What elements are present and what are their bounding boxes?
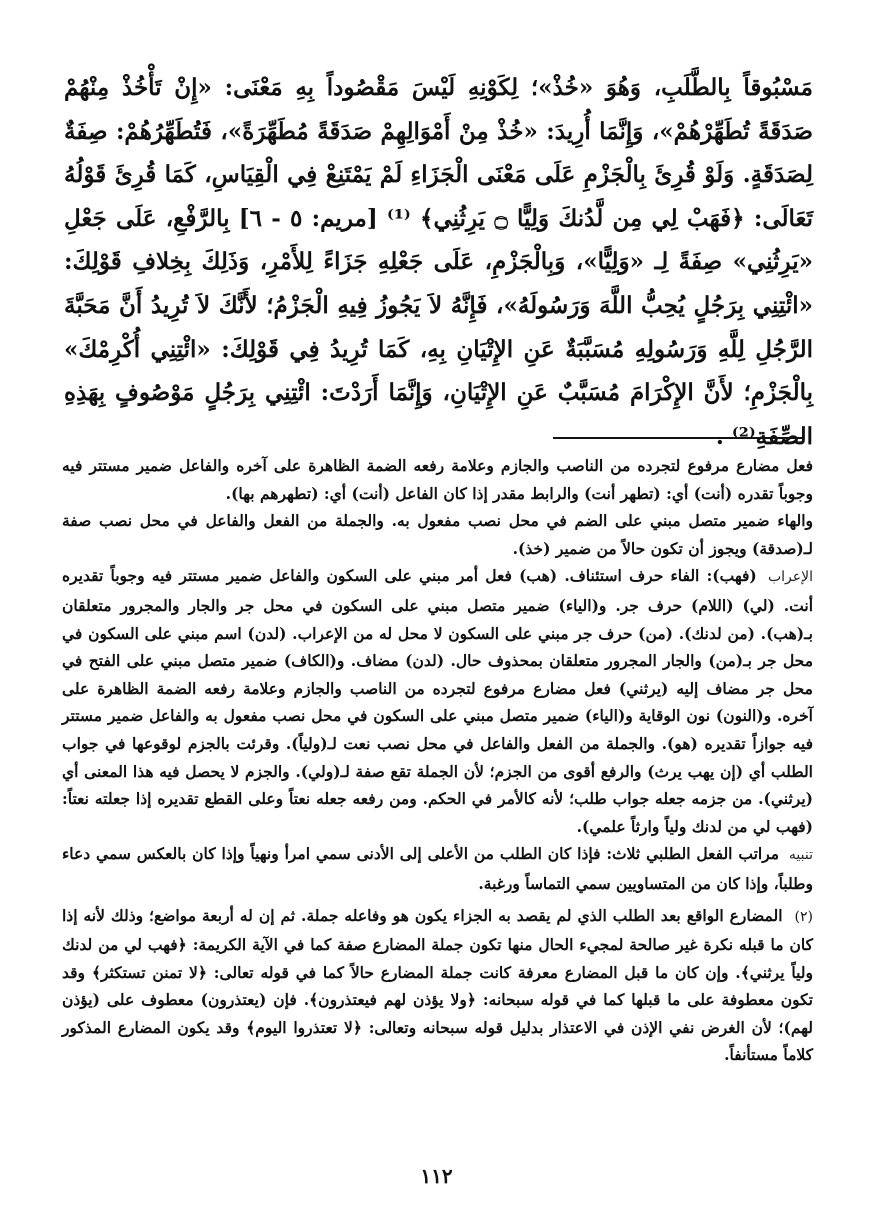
note-irab (62, 562, 813, 840)
note-tanbih (62, 840, 813, 897)
main-paragraph: مَسْبُوقاً بِالطَّلَبِ، وَهُوَ «خُذْ»؛ لِكَوْنِهِ لَيْسَ مَقْصُوداً بِهِ مَعْنَى: «إِنْ تَأْخُذْ مِنْهُمْ صَدَقَةً تُطَهِّرْهُمْ»، وَإِنَّمَا أُرِيدَ: «خُذْ مِنْ أَمْوَالِهِمْ صَدَقَةً مُطَهِّرَةً»، فَتُطَهِّرُهُمْ: صِفَةٌ لِصَدَقَةٍ. وَلَوْ قُرِئَ بِالْجَزْمِ عَلَى مَعْنَى الْجَزَاءِ لَمْ يَمْتَنِعْ فِي الْقِيَاسِ، كَمَا قُرِئَ قَوْلُهُ تَعَالَى: ﴿فَهَبْ لِي مِن لَّدُنكَ وَلِيًّا ۝ يَرِثُنِي﴾ ⁽¹⁾ [مريم: ٥ - ٦] بِالرَّفْعِ، عَلَى جَعْلِ «يَرِثُنِي» صِفَةً لِـ «وَلِيًّا»، وَبِالْجَزْمِ، عَلَى جَعْلِهِ جَزَاءً لِلأَمْرِ، وَذَلِكَ بِخِلافِ قَوْلِكَ: «ائْتِنِي بِرَجُلٍ يُحِبُّ اللَّهَ وَرَسُولَهُ»، فَإِنَّهُ لاَ يَجُوزُ فِيهِ الْجَزْمُ؛ لأَنَّكَ لاَ تُرِيدُ أَنَّ مَحَبَّةَ الرَّجُلِ لِلَّهِ وَرَسُولِهِ مُسَبَّبَةٌ عَنِ الإِتْيَانِ بِهِ، كَمَا تُرِيدُ فِي قَوْلِكَ: «ائْتِنِي أُكْرِمْكَ» بِالْجَزْمِ؛ لأَنَّ الإِكْرَامَ مُسَبَّبٌ عَنِ الإِتْيَانِ، وَإِنَّمَا أَرَدْتَ: ائْتِنِي بِرَجُلٍ مَوْصُوفٍ بِهَذِهِ الصِّفَةِ⁽²⁾ . (64, 74, 814, 450)
tanbih-label: تنبيه (788, 847, 813, 864)
irab-text: (فهب): الفاء حرف استئناف. (هب) فعل أمر مبني على السكون والفاعل ضمير مستتر فيه وجوباً تقديره أنت. (لي) (اللام) حرف جر. و(الياء) ضمير متصل مبني على السكون في محل جر والجار والمجرور متعلقان بـ(هب). (من لدنك). (من) حرف جر مبني على السكون لا محل له من الإعراب. (لدن) اسم مبني على السكون في محل جر بـ(من) والجار المجرور متعلقان بمحذوف حال. (لدن) مضاف. و(الكاف) ضمير متصل مبني على الفتح في محل جر مضاف إليه (يرثني) فعل مضارع مرفوع لتجرده من الناصب والجازم وعلامة رفعه الضمة الظاهرة على آخره. و(النون) نون الوقاية و(الياء) ضمير متصل مبني على السكون في محل نصب مفعول به والفاعل ضمير مستتر فيه جوازاً تقديره (هو). والجملة من الفعل والفاعل في محل نصب نعت لـ(ولياً). وقرئت بالجزم لوقوعها في جواب الطلب أي (إن يهب يرث) والرفع أقوى من الجزم؛ لأن الجملة تقع صفة لـ(ولي). والجزم لا يحصل فيه هذا المعنى أي (يرثني). من جزمه جعله جواب طلب؛ لأنه كالأمر في الحكم. ومن رفعه جعله نعتاً وعلى القطع تقديره إذا جعلته نعتاً: (فهب لي من لدنك ولياً وارثاً علمي). (62, 566, 813, 836)
footnote-2 (62, 902, 813, 1070)
page-number: ١١٢ (420, 1164, 453, 1188)
irab-label: الإعراب (767, 569, 813, 586)
main-text-block (64, 66, 813, 458)
tanbih-text: مراتب الفعل الطلبي ثلاث: فإذا كان الطلب من الأعلى إلى الأدنى سمي امرأ ونهياً وإذا كان بالعكس سمي دعاء وطلباً، وإذا كان من المتساويين سمي التماساً ورغبة. (62, 844, 813, 893)
footnote-2-text: المضارع الواقع بعد الطلب الذي لم يقصد به الجزاء يكون هو وفاعله جملة. ثم إن له أربعة مواضع؛ وذلك لأنه إذا كان ما قبله نكرة غير صالحة لمجيء الحال منها تكون جملة المضارع صفة كما في الآية الكريمة: ﴿فهب لي من لدنك ولياً يرثني﴾. وإن كان ما قبل المضارع معرفة كانت جملة المضارع حالاً كما في قوله تعالى: ﴿لا تمنن تستكثر﴾ وقد تكون معطوفة على ما قبلها كما في قوله سبحانه: ﴿ولا يؤذن لهم فيعتذرون﴾. فإن (يعتذرون) معطوف على (يؤذن لهم)؛ لأن الغرض نفي الإذن في الاعتذار بدليل قوله سبحانه وتعالى: ﴿لا تعتذروا اليوم﴾ وقد يكون المضارع المذكور كلاماً مستأنفاً. (62, 905, 813, 1065)
note-continuation-1: فعل مضارع مرفوع لتجرده من الناصب والجازم وعلامة رفعه الضمة الظاهرة على آخره والفاعل ضمير مستتر فيه وجوباً تقدره (أنت) أي: (تطهر أنت) والرابط مقدر إذا كان الفاعل (أنت) أي: (تطهرهم بها). (62, 456, 813, 503)
footnotes-block (62, 452, 813, 1069)
note-continuation-2: والهاء ضمير متصل مبني على الضم في محل نصب مفعول به. والجملة من الفعل والفاعل في محل نصب صفة لـ(صدقة) ويجوز أن تكون حالاً من ضمير (خذ). (62, 511, 813, 558)
footnote-2-number: (٢) (794, 908, 813, 925)
footnote-separator-line (553, 437, 803, 439)
